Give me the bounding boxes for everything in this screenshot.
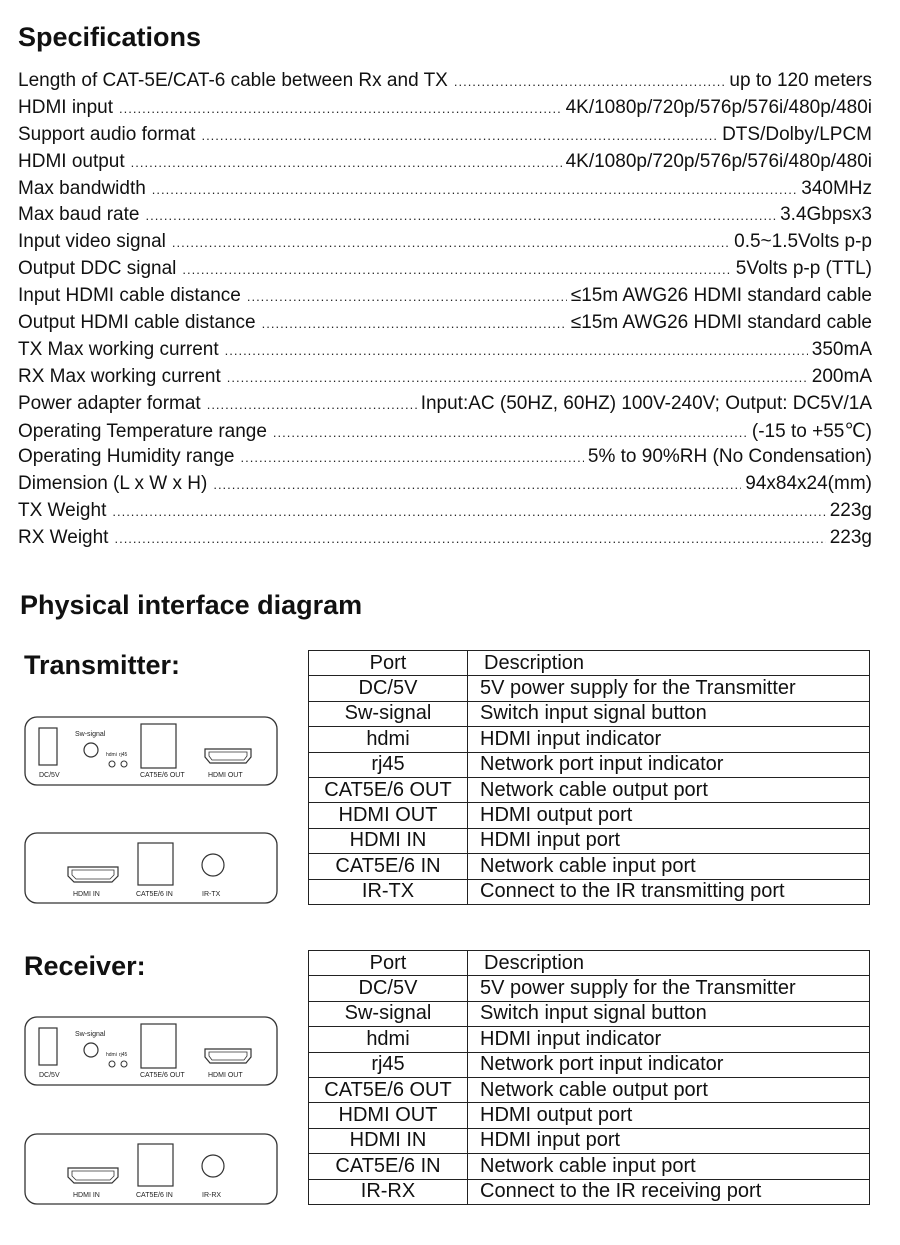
table-row xyxy=(309,1128,870,1153)
leader-dots xyxy=(145,208,776,223)
specifications-title: Specifications xyxy=(18,22,202,52)
spec-value: (-15 to +55℃) xyxy=(751,420,872,442)
port-header: Port xyxy=(309,951,468,976)
transmitter-front-panel xyxy=(24,716,278,786)
leader-dots xyxy=(182,262,731,277)
transmitter-back-panel xyxy=(24,832,278,904)
port-cell: HDMI OUT xyxy=(309,803,468,828)
sw-signal-label: Sw-signal xyxy=(75,731,106,738)
rj45-led-icon xyxy=(121,761,127,767)
table-row xyxy=(309,1077,870,1102)
hdmi-port-icon xyxy=(68,867,118,882)
sw-signal-label: Sw-signal xyxy=(75,1031,106,1038)
ir-label: IR-TX xyxy=(202,891,221,898)
leader-dots xyxy=(241,450,584,465)
diagram-title: Physical interface diagram xyxy=(20,590,363,620)
table-row xyxy=(309,752,870,777)
rj45-led-label: rj45 xyxy=(119,752,128,758)
port-cell: IR-TX xyxy=(309,879,468,904)
port-cell: HDMI OUT xyxy=(309,1103,468,1128)
hdmi-led-label: hdmi xyxy=(106,752,117,758)
spec-row xyxy=(18,393,872,420)
description-cell: Network cable output port xyxy=(468,777,870,802)
port-cell: CAT5E/6 IN xyxy=(309,854,468,879)
port-cell: CAT5E/6 OUT xyxy=(309,777,468,802)
hdmi-port-icon xyxy=(205,749,251,763)
leader-dots xyxy=(247,289,567,304)
spec-label: Input video signal xyxy=(18,231,166,253)
leader-dots xyxy=(119,101,562,116)
leader-dots xyxy=(207,397,417,412)
port-cell: HDMI IN xyxy=(309,1128,468,1153)
table-header-row xyxy=(309,951,870,976)
leader-dots xyxy=(273,425,748,440)
leader-dots xyxy=(213,477,741,492)
spec-value: 340MHz xyxy=(801,177,872,199)
description-cell: Network port input indicator xyxy=(468,1052,870,1077)
hdmi-led-label: hdmi xyxy=(106,1052,117,1058)
description-cell: Network cable input port xyxy=(468,854,870,879)
table-row xyxy=(309,976,870,1001)
port-cell: hdmi xyxy=(309,1027,468,1052)
spec-value: 350mA xyxy=(811,338,872,360)
table-row xyxy=(309,1103,870,1128)
ir-jack-icon xyxy=(202,854,224,876)
description-cell: Switch input signal button xyxy=(468,701,870,726)
spec-row xyxy=(18,178,872,205)
spec-label: Support audio format xyxy=(18,123,196,145)
leader-dots xyxy=(112,504,825,519)
spec-value: Input:AC (50HZ, 60HZ) 100V-240V; Output: DC5V/1A xyxy=(420,392,872,414)
spec-value: ≤15m AWG26 HDMI standard cable xyxy=(570,285,872,307)
receiver-front-panel xyxy=(24,1016,278,1086)
spec-value: 4K/1080p/720p/576p/576i/480p/480i xyxy=(565,150,872,172)
receiver-title: Receiver: xyxy=(24,951,146,981)
receiver-port-table xyxy=(308,950,870,1205)
rj45-port-icon xyxy=(138,843,173,885)
port-cell: CAT5E/6 OUT xyxy=(309,1077,468,1102)
spec-value: 5% to 90%RH (No Condensation) xyxy=(587,446,872,468)
table-row xyxy=(309,701,870,726)
hdmi-out-label: HDMI OUT xyxy=(208,772,243,779)
hdmi-port-icon xyxy=(205,1049,251,1063)
spec-label: RX Max working current xyxy=(18,365,221,387)
spec-label: Output DDC signal xyxy=(18,258,177,280)
spec-label: Output HDMI cable distance xyxy=(18,312,256,334)
specifications-list xyxy=(18,70,872,554)
spec-label: RX Weight xyxy=(18,527,109,549)
spec-value: 94x84x24(mm) xyxy=(745,473,872,495)
dc-label: DC/5V xyxy=(39,1072,60,1079)
spec-label: Dimension (L x W x H) xyxy=(18,473,208,495)
spec-row xyxy=(18,231,872,258)
cat-out-label: CAT5E/6 OUT xyxy=(140,1072,185,1079)
leader-dots xyxy=(262,316,567,331)
spec-value: 4K/1080p/720p/576p/576i/480p/480i xyxy=(565,96,872,118)
table-row xyxy=(309,1179,870,1204)
description-cell: HDMI input indicator xyxy=(468,1027,870,1052)
description-cell: 5V power supply for the Transmitter xyxy=(468,676,870,701)
table-row xyxy=(309,1027,870,1052)
spec-row xyxy=(18,500,872,527)
table-row xyxy=(309,879,870,904)
spec-row xyxy=(18,339,872,366)
description-cell: 5V power supply for the Transmitter xyxy=(468,976,870,1001)
spec-row xyxy=(18,446,872,473)
hdmi-out-label: HDMI OUT xyxy=(208,1072,243,1079)
switch-button-icon xyxy=(84,743,98,757)
spec-label: Max bandwidth xyxy=(18,177,146,199)
port-cell: Sw-signal xyxy=(309,701,468,726)
description-cell: Connect to the IR transmitting port xyxy=(468,879,870,904)
description-cell: HDMI input port xyxy=(468,828,870,853)
spec-row xyxy=(18,285,872,312)
table-row xyxy=(309,854,870,879)
cat-in-label: CAT5E/6 IN xyxy=(136,891,173,898)
spec-row xyxy=(18,70,872,97)
spec-label: TX Weight xyxy=(18,500,107,522)
ir-jack-icon xyxy=(202,1155,224,1177)
port-cell: HDMI IN xyxy=(309,828,468,853)
port-cell: rj45 xyxy=(309,1052,468,1077)
description-cell: Network cable output port xyxy=(468,1077,870,1102)
port-cell: rj45 xyxy=(309,752,468,777)
dc-power-jack-icon xyxy=(39,1028,57,1065)
leader-dots xyxy=(227,370,808,385)
description-cell: HDMI input indicator xyxy=(468,727,870,752)
table-row xyxy=(309,727,870,752)
port-cell: CAT5E/6 IN xyxy=(309,1154,468,1179)
description-cell: Switch input signal button xyxy=(468,1001,870,1026)
rj45-port-icon xyxy=(141,724,176,768)
table-row xyxy=(309,1052,870,1077)
port-cell: hdmi xyxy=(309,727,468,752)
spec-row xyxy=(18,420,872,447)
spec-label: Max baud rate xyxy=(18,204,140,226)
hdmi-port-icon xyxy=(68,1168,118,1183)
spec-label: Operating Temperature range xyxy=(18,420,267,442)
spec-label: Length of CAT-5E/CAT-6 cable between Rx and TX xyxy=(18,70,448,91)
rj45-led-icon xyxy=(121,1061,127,1067)
rj45-port-icon xyxy=(141,1024,176,1068)
spec-label: Operating Humidity range xyxy=(18,446,235,468)
description-header: Description xyxy=(468,951,870,976)
port-cell: DC/5V xyxy=(309,976,468,1001)
description-cell: HDMI output port xyxy=(468,803,870,828)
table-row xyxy=(309,1001,870,1026)
spec-label: HDMI output xyxy=(18,150,125,172)
spec-value: 0.5~1.5Volts p-p xyxy=(734,231,872,253)
description-cell: HDMI input port xyxy=(468,1128,870,1153)
description-cell: Network port input indicator xyxy=(468,752,870,777)
spec-row xyxy=(18,204,872,231)
description-cell: Network cable input port xyxy=(468,1154,870,1179)
spec-label: Power adapter format xyxy=(18,392,201,414)
port-cell: IR-RX xyxy=(309,1179,468,1204)
rj45-led-label: rj45 xyxy=(119,1052,128,1058)
cat-in-label: CAT5E/6 IN xyxy=(136,1192,173,1199)
receiver-back-panel xyxy=(24,1133,278,1205)
port-cell: DC/5V xyxy=(309,676,468,701)
leader-dots xyxy=(172,235,730,250)
hdmi-in-label: HDMI IN xyxy=(73,1192,100,1199)
spec-row xyxy=(18,97,872,124)
spec-value: 223g xyxy=(829,500,872,522)
table-header-row xyxy=(309,651,870,676)
description-cell: Connect to the IR receiving port xyxy=(468,1179,870,1204)
rj45-port-icon xyxy=(138,1144,173,1186)
leader-dots xyxy=(114,531,825,546)
hdmi-led-icon xyxy=(109,761,115,767)
spec-row xyxy=(18,258,872,285)
table-row xyxy=(309,828,870,853)
spec-label: Input HDMI cable distance xyxy=(18,285,241,307)
leader-dots xyxy=(201,128,718,143)
leader-dots xyxy=(152,182,797,197)
table-row xyxy=(309,803,870,828)
spec-row xyxy=(18,473,872,500)
switch-button-icon xyxy=(84,1043,98,1057)
ir-label: IR-RX xyxy=(202,1192,222,1199)
hdmi-in-label: HDMI IN xyxy=(73,891,100,898)
spec-value: up to 120 meters xyxy=(729,70,872,91)
transmitter-title: Transmitter: xyxy=(24,650,181,680)
dc-power-jack-icon xyxy=(39,728,57,765)
spec-row xyxy=(18,366,872,393)
spec-value: DTS/Dolby/LPCM xyxy=(722,123,872,145)
spec-row xyxy=(18,151,872,178)
spec-row xyxy=(18,527,872,554)
spec-value: 5Volts p-p (TTL) xyxy=(735,258,872,280)
table-row xyxy=(309,1154,870,1179)
leader-dots xyxy=(225,343,808,358)
spec-value: 223g xyxy=(829,527,872,549)
table-row xyxy=(309,676,870,701)
spec-label: TX Max working current xyxy=(18,338,219,360)
description-header: Description xyxy=(468,651,870,676)
leader-dots xyxy=(454,74,726,89)
hdmi-led-icon xyxy=(109,1061,115,1067)
transmitter-port-table xyxy=(308,650,870,905)
spec-row xyxy=(18,124,872,151)
port-header: Port xyxy=(309,651,468,676)
spec-row xyxy=(18,312,872,339)
spec-value: 200mA xyxy=(811,365,872,387)
spec-label: HDMI input xyxy=(18,96,114,118)
spec-value: 3.4Gbpsx3 xyxy=(780,204,872,226)
port-cell: Sw-signal xyxy=(309,1001,468,1026)
dc-label: DC/5V xyxy=(39,772,60,779)
description-cell: HDMI output port xyxy=(468,1103,870,1128)
table-row xyxy=(309,777,870,802)
leader-dots xyxy=(131,155,562,170)
cat-out-label: CAT5E/6 OUT xyxy=(140,772,185,779)
spec-value: ≤15m AWG26 HDMI standard cable xyxy=(570,312,872,334)
